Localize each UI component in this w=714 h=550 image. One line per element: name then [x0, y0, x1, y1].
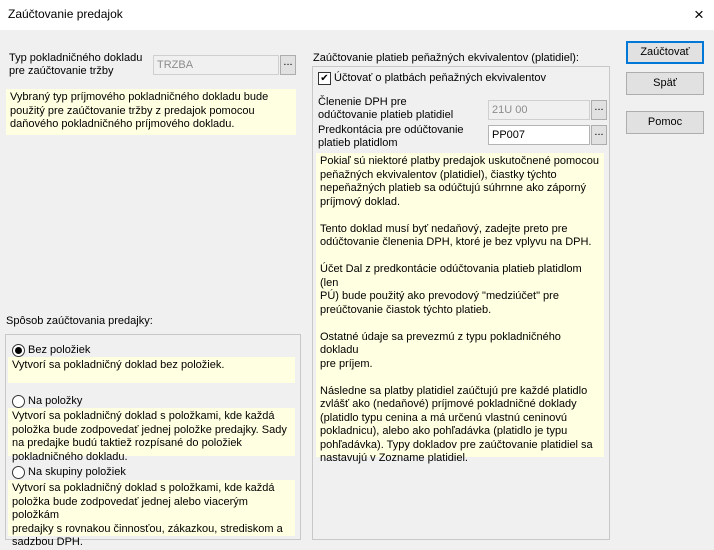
- info-line: Vybraný typ príjmového pokladničného dokladu bude: [10, 91, 269, 103]
- vat-breakdown-field[interactable]: 21U 00: [488, 100, 590, 120]
- close-icon[interactable]: ×: [694, 5, 704, 24]
- info-line: [320, 371, 600, 385]
- info-line: Vytvorí sa pokladničný doklad bez položiek.: [12, 359, 225, 371]
- info-line: pokladnicu), alebo ako pohľadávka (platidlo je typu: [320, 425, 568, 437]
- na-skupiny-poloziek-desc: [8, 480, 295, 548]
- info-line: Účet Dal z predkontácie odúčtovania platieb platidlom (len: [320, 263, 582, 289]
- info-line: pokladničného dokladu.: [12, 450, 128, 463]
- equivalents-checkbox-label[interactable]: Účtovať o platbách peňažných ekvivalentov: [334, 72, 547, 84]
- info-line: sadzbou DPH.: [12, 536, 83, 548]
- info-line: pre príjem.: [320, 357, 373, 370]
- info-line: zvlášť ako (nedaňové) príjmové pokladničné doklady: [320, 398, 577, 410]
- na-polozky-desc: [8, 408, 295, 463]
- mode-group-label: Spôsob zaúčtovania predajky:: [6, 315, 153, 327]
- info-line: príjmový doklad.: [320, 195, 401, 208]
- info-line: na predajke budú taktiež rozpísané do položiek: [12, 437, 242, 449]
- info-line: Vytvorí sa pokladničný doklad s položkami, kde každá: [12, 482, 275, 494]
- bez-poloziek-desc: [8, 357, 295, 383]
- equivalents-checkbox[interactable]: ✔: [318, 72, 331, 85]
- info-line: [320, 317, 600, 331]
- equivalents-group-label: Zaúčtovanie platieb peňažných ekvivalentov (platidiel):: [313, 52, 579, 64]
- info-line: Tento doklad musí byť nedaňový, zadejte preto pre: [320, 222, 568, 235]
- vat-label-line2: odúčtovanie platieb platidiel: [318, 109, 454, 121]
- info-line: Ostatné údaje sa prevezmú z typu pokladničného dokladu: [320, 330, 561, 356]
- predkont-label-line2: platieb platidlom: [318, 137, 398, 149]
- doc-type-field[interactable]: TRZBA: [153, 55, 279, 75]
- info-line: použitý pre zaúčtovanie tržby z predajok pomocou: [10, 104, 255, 117]
- radio-bez-poloziek-label[interactable]: Bez položiek: [28, 344, 91, 356]
- info-line: peňažných ekvivalentov (platidiel), čiastky týchto: [320, 168, 557, 181]
- equivalents-info: [316, 153, 604, 464]
- info-line: predajky s rovnakou činnosťou, zákazkou, strediskom a: [12, 522, 283, 535]
- doc-type-browse-button[interactable]: ...: [280, 55, 296, 75]
- doc-type-info: [6, 89, 296, 135]
- vat-label-line1: Členenie DPH pre: [318, 96, 407, 108]
- info-line: položka bude zodpovedať jednej položke predajky. Sady: [12, 423, 287, 436]
- vat-breakdown-browse-button[interactable]: ...: [591, 100, 607, 120]
- info-line: daňového pokladničného príjmového dokladu.: [10, 118, 235, 130]
- radio-na-polozky-label[interactable]: Na položky: [28, 395, 83, 407]
- back-button[interactable]: Späť: [626, 72, 704, 95]
- info-line: položka bude zodpovedať jednej alebo viacerým položkám: [12, 495, 248, 521]
- radio-na-skupiny-poloziek[interactable]: [12, 466, 25, 479]
- radio-na-polozky[interactable]: [12, 395, 25, 408]
- info-line: PÚ) bude použitý ako prevodový "medziúčet" pre: [320, 290, 559, 302]
- info-line: odúčtovanie členenia DPH, ktoré je bez vplyvu na DPH.: [320, 236, 592, 248]
- info-line: pohľadávka). Typy dokladov pre zaúčtovanie platidiel sa: [320, 438, 593, 451]
- info-line: Následne sa platby platidiel zaúčtujú pre každé platidlo: [320, 384, 588, 397]
- info-line: [320, 209, 600, 223]
- doc-type-label-line2: pre zaúčtovanie tržby: [9, 65, 114, 77]
- info-line: Pokiaľ sú niektoré platby predajok uskutočnené pomocou: [320, 155, 599, 167]
- help-button[interactable]: Pomoc: [626, 111, 704, 134]
- info-line: preúčtovanie čiastok týchto platieb.: [320, 303, 492, 316]
- predkont-field[interactable]: PP007: [488, 125, 590, 145]
- post-button[interactable]: Zaúčtovať: [626, 41, 704, 64]
- window-title: Zaúčtovanie predajok: [8, 7, 123, 21]
- info-line: nepeňažných platieb sa odúčtujú súhrnne ako záporný: [320, 182, 587, 194]
- info-line: [320, 250, 600, 264]
- info-line: nastavujú v Zozname platidiel.: [320, 452, 468, 464]
- predkont-browse-button[interactable]: ...: [591, 125, 607, 145]
- predkont-label-line1: Predkontácia pre odúčtovanie: [318, 124, 464, 136]
- info-line: Vytvorí sa pokladničný doklad s položkami, kde každá: [12, 410, 275, 422]
- doc-type-label-line1: Typ pokladničného dokladu: [9, 52, 143, 64]
- info-line: (platidlo typu cenina a má určenú vlastnú ceninovú: [320, 411, 568, 424]
- radio-bez-poloziek[interactable]: [12, 344, 25, 357]
- radio-na-skupiny-poloziek-label[interactable]: Na skupiny položiek: [28, 466, 126, 478]
